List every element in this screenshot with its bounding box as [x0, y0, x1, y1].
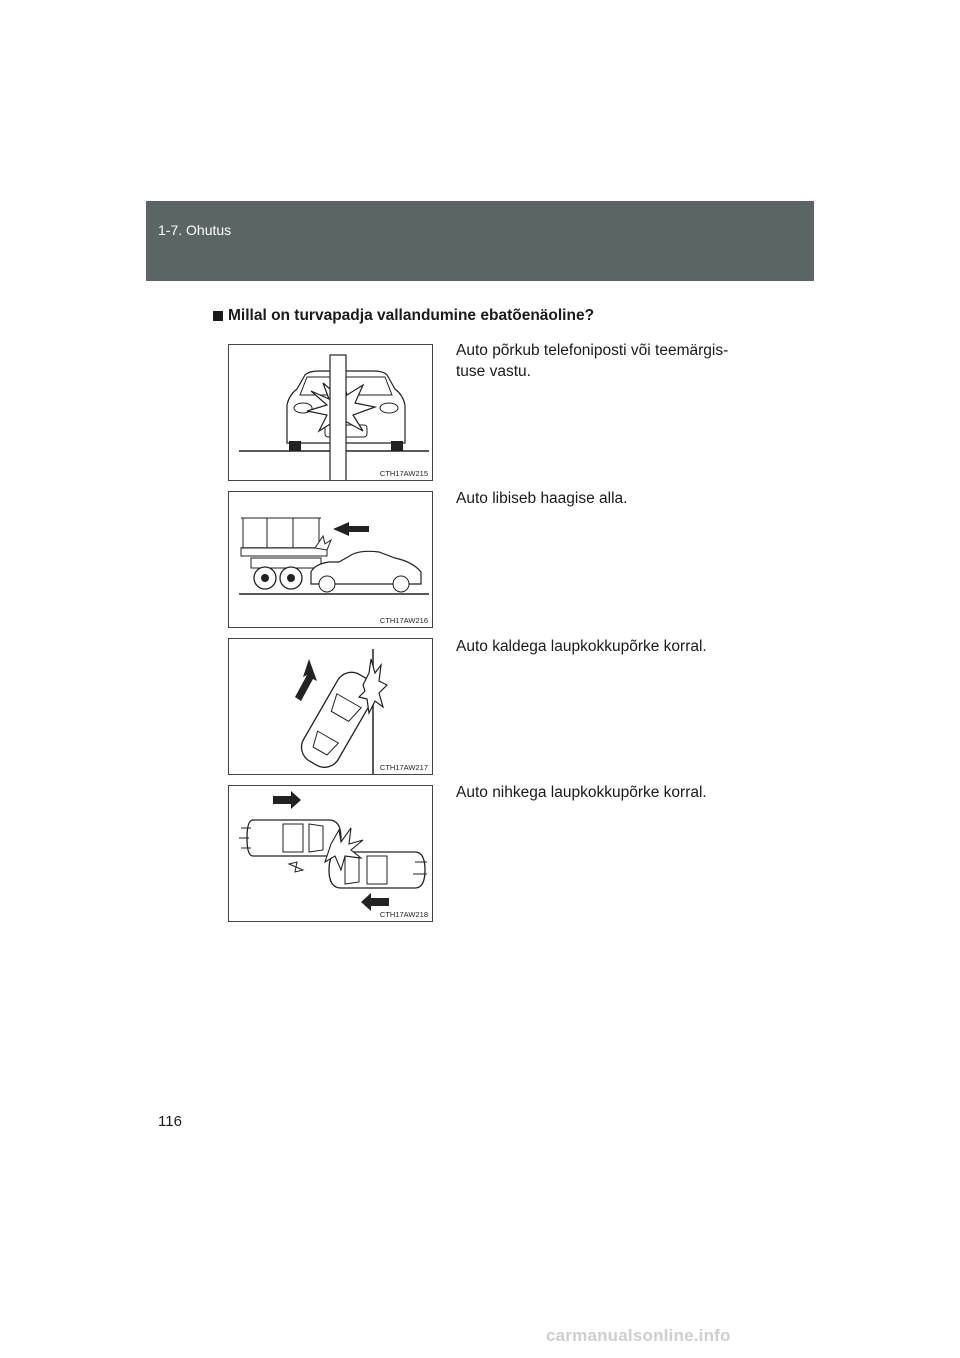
- figure-code: CTH17AW218: [379, 910, 428, 919]
- question-heading: [213, 307, 594, 325]
- figure-code: CTH17AW217: [379, 763, 428, 772]
- section-title: 1-7. Ohutus: [158, 222, 232, 238]
- description-line: Auto põrkub telefoniposti või teemärgis-: [456, 342, 729, 359]
- watermark: carmanualsonline.info: [546, 1326, 731, 1345]
- description-offset: Auto nihkega laupkokkupõrke korral.: [456, 784, 707, 801]
- description-line: tuse vastu.: [456, 363, 531, 380]
- square-bullet-icon: [213, 311, 223, 321]
- car-angled-illustration: [229, 639, 433, 775]
- description-trailer: Auto libiseb haagise alla.: [456, 490, 628, 507]
- car-offset-illustration: [229, 786, 433, 922]
- page-number: 116: [158, 1113, 182, 1130]
- figure-code: CTH17AW216: [379, 616, 428, 625]
- illustration-angled-collision: [228, 638, 433, 775]
- question-text: Millal on turvapadja vallandumine ebatõenäoline?: [228, 307, 595, 324]
- illustration-pole-collision: [228, 344, 433, 481]
- car-trailer-illustration: [229, 492, 433, 628]
- illustration-trailer: [228, 491, 433, 628]
- description-pole: [456, 340, 748, 382]
- header-band: [146, 201, 814, 281]
- description-angled: Auto kaldega laupkokkupõrke korral.: [456, 638, 707, 655]
- figure-code: CTH17AW215: [379, 469, 428, 478]
- car-pole-illustration: [229, 345, 433, 481]
- illustration-offset-collision: [228, 785, 433, 922]
